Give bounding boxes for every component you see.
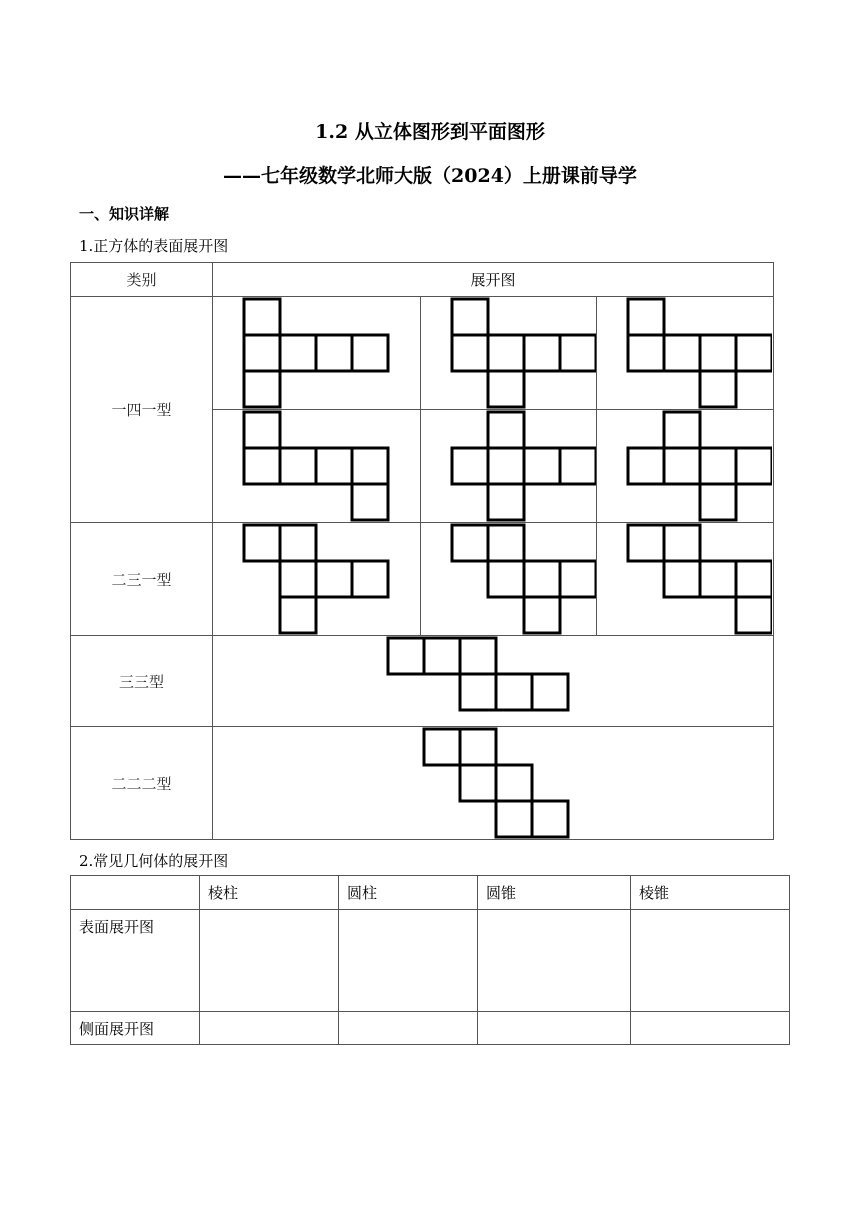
net-square xyxy=(700,448,736,484)
blank-cell xyxy=(200,910,339,1012)
cube-net-figure xyxy=(213,297,420,409)
net-square xyxy=(460,638,496,674)
section-heading: 一、知识详解 xyxy=(79,205,170,223)
net-square xyxy=(488,371,524,407)
blank-cell xyxy=(478,910,631,1012)
net-square xyxy=(352,484,388,520)
net-square xyxy=(244,371,280,407)
net-square xyxy=(316,335,352,371)
net-square xyxy=(460,729,496,765)
net-square xyxy=(244,525,280,561)
net-square xyxy=(460,765,496,801)
net-square xyxy=(496,765,532,801)
corner-cell xyxy=(71,876,200,910)
col-pyramid: 棱锥 xyxy=(631,876,790,910)
blank-cell xyxy=(200,1012,339,1045)
net-square xyxy=(736,597,772,633)
net-square xyxy=(664,335,700,371)
net-square xyxy=(524,448,560,484)
net-square xyxy=(488,335,524,371)
net-square xyxy=(352,448,388,484)
net-square xyxy=(452,299,488,335)
category-231: 二三一型 xyxy=(71,523,213,636)
cube-net-figure xyxy=(421,523,596,635)
net-square xyxy=(280,561,316,597)
net-square xyxy=(488,561,524,597)
cube-net-figure xyxy=(213,410,420,522)
net-square xyxy=(700,371,736,407)
col-cylinder: 圆柱 xyxy=(339,876,478,910)
net-square xyxy=(628,448,664,484)
net-square xyxy=(524,561,560,597)
net-square xyxy=(316,561,352,597)
net-square xyxy=(452,525,488,561)
net-square xyxy=(244,299,280,335)
net-square xyxy=(280,597,316,633)
cube-net-figure xyxy=(213,636,772,726)
net-square xyxy=(388,638,424,674)
net-square xyxy=(280,448,316,484)
blank-cell xyxy=(478,1012,631,1045)
net-square xyxy=(524,597,560,633)
net-square xyxy=(352,335,388,371)
net-square xyxy=(664,412,700,448)
cube-net-figure xyxy=(421,410,596,522)
net-square xyxy=(460,674,496,710)
page-title: 1.2 从立体图形到平面图形 xyxy=(315,121,545,143)
blank-cell xyxy=(339,1012,478,1045)
net-square xyxy=(736,561,772,597)
net-square xyxy=(532,674,568,710)
net-square xyxy=(352,561,388,597)
item-label-solid-nets: 2.常见几何体的展开图 xyxy=(79,852,229,870)
col-cone: 圆锥 xyxy=(478,876,631,910)
net-square xyxy=(664,448,700,484)
page-subtitle: ——七年级数学北师大版（2024）上册课前导学 xyxy=(223,165,637,187)
header-net: 展开图 xyxy=(213,263,774,297)
net-square xyxy=(244,335,280,371)
net-square xyxy=(280,335,316,371)
category-141: 一四一型 xyxy=(71,297,213,523)
net-square xyxy=(280,525,316,561)
col-prism: 棱柱 xyxy=(200,876,339,910)
header-category: 类别 xyxy=(71,263,213,297)
cube-net-figure xyxy=(597,523,772,635)
net-square xyxy=(664,561,700,597)
blank-cell xyxy=(631,910,790,1012)
cube-nets-table xyxy=(70,262,774,840)
solid-nets-table xyxy=(70,875,790,1045)
net-square xyxy=(244,412,280,448)
net-square xyxy=(736,335,772,371)
net-square xyxy=(664,525,700,561)
cube-net-figure xyxy=(421,297,596,409)
net-square xyxy=(424,729,460,765)
net-square xyxy=(452,448,488,484)
net-square xyxy=(560,335,596,371)
net-square xyxy=(628,299,664,335)
net-square xyxy=(488,484,524,520)
net-square xyxy=(700,484,736,520)
blank-cell xyxy=(339,910,478,1012)
net-square xyxy=(452,335,488,371)
net-square xyxy=(496,674,532,710)
blank-cell xyxy=(631,1012,790,1045)
cube-net-figure xyxy=(597,410,772,522)
category-33: 三三型 xyxy=(71,636,213,727)
net-square xyxy=(560,448,596,484)
net-square xyxy=(700,561,736,597)
net-square xyxy=(488,412,524,448)
row-surface-net: 表面展开图 xyxy=(71,910,200,1012)
cube-net-figure xyxy=(213,523,420,635)
cube-net-figure xyxy=(213,727,772,839)
net-square xyxy=(488,448,524,484)
net-square xyxy=(560,561,596,597)
net-square xyxy=(532,801,568,837)
item-label-cube-nets: 1.正方体的表面展开图 xyxy=(79,237,229,255)
net-square xyxy=(524,335,560,371)
net-square xyxy=(488,525,524,561)
row-lateral-net: 侧面展开图 xyxy=(71,1012,200,1045)
category-222: 二二二型 xyxy=(71,727,213,840)
net-square xyxy=(628,525,664,561)
net-square xyxy=(424,638,460,674)
net-square xyxy=(700,335,736,371)
net-square xyxy=(316,448,352,484)
net-square xyxy=(244,448,280,484)
net-square xyxy=(628,335,664,371)
cube-net-figure xyxy=(597,297,772,409)
net-square xyxy=(736,448,772,484)
net-square xyxy=(496,801,532,837)
